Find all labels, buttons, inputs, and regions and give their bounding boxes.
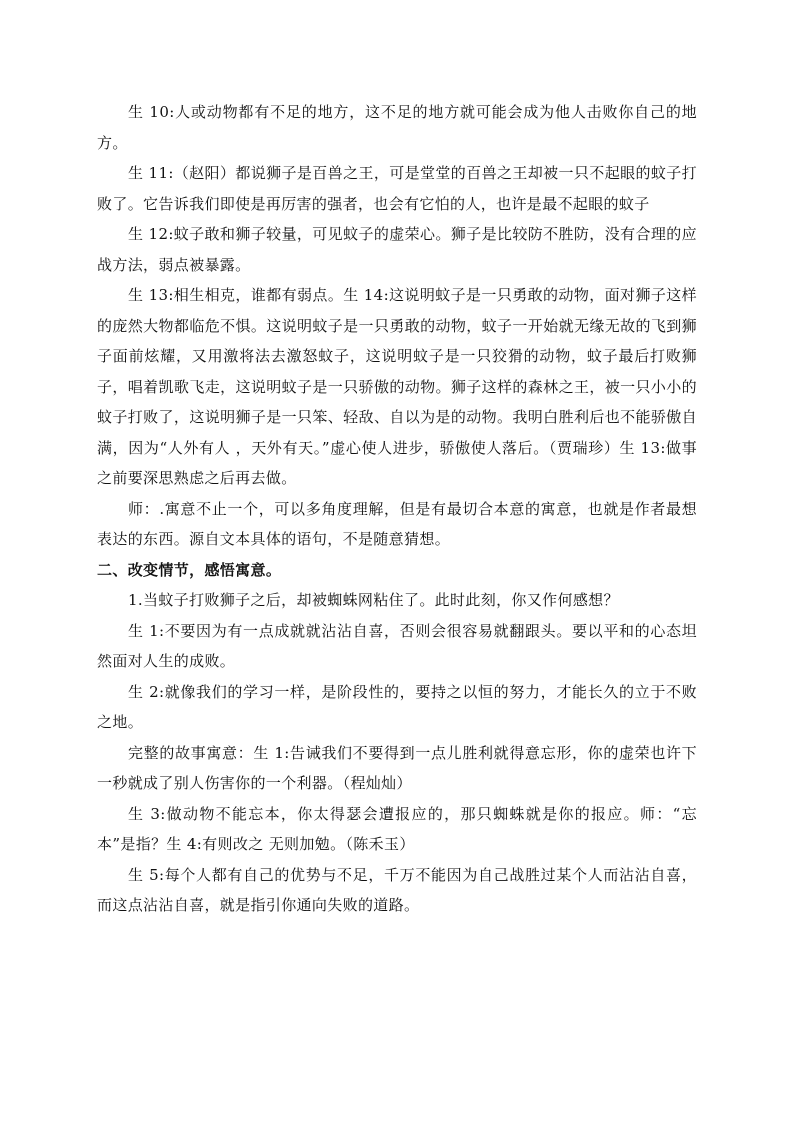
- paragraph-student-11: 生 11:（赵阳）都说狮子是百兽之王，可是堂堂的百兽之王却被一只不起眼的蚊子打败了。它告诉我们即使是再厉害的强者，也会有它怕的人，也许是最不起眼的蚊子: [97, 164, 697, 213]
- paragraph-question: 1.当蚊子打败狮子之后，却被蜘蛛网粘住了。此时此刻，你又作何感想？: [128, 591, 619, 609]
- paragraph-student-2: 生 2:就像我们的学习一样，是阶段性的，要持之以恒的努力，才能长久的立于不败之地。: [97, 682, 697, 731]
- paragraph-student-3-4: 生 3:做动物不能忘本，你太得瑟会遭报应的，那只蜘蛛就是你的报应。师：“忘本”是指？生 4:有则改之 无则加勉。（陈禾玉）: [97, 804, 697, 853]
- paragraph-student-12: 生 12:蚊子敢和狮子较量，可见蚊子的虚荣心。狮子是比较防不胜防，没有合理的应战方法，弱点被暴露。: [97, 225, 697, 274]
- paragraph-teacher-comment: 师：.寓意不止一个，可以多角度理解，但是有最切合本意的寓意，也就是作者最想表达的东西。源自文本具体的语句，不是随意猜想。: [97, 499, 697, 548]
- paragraph-full-moral: 完整的故事寓意：生 1:告诫我们不要得到一点儿胜利就得意忘形，你的虚荣也许下一秒就成了别人伤害你的一个利器。（程灿灿）: [97, 743, 697, 792]
- paragraph-student-5: 生 5:每个人都有自己的优势与不足，千万不能因为自己战胜过某个人而沾沾自喜，而这点沾沾自喜，就是指引你通向失败的道路。: [97, 865, 697, 914]
- paragraph-student-13-14: 生 13:相生相克，谁都有弱点。生 14:这说明蚊子是一只勇敢的动物，面对狮子这样的庞然大物都临危不惧。这说明蚊子是一只勇敢的动物，蚊子一开始就无缘无故的飞到狮子面前炫耀，又用激将法去激怒蚊子，这说明蚊子是一只狡猾的动物，蚊子最后打败狮子，唱着凯歌飞走，这说明蚊子是一只骄傲的动物。狮子这样的森林之王，被一只小小的蚊子打败了，这说明狮子是一只笨、轻敌、自以为是的动物。我明白胜利后也不能骄傲自满，因为“人外有人 ，天外有天。”虚心使人进步，骄傲使人落后。（贾瑞珍）生 13:做事之前要深思熟虑之后再去做。: [97, 286, 697, 487]
- document-body: [97, 97, 697, 921]
- paragraph-student-1: 生 1:不要因为有一点成就就沾沾自喜，否则会很容易就翻跟头。要以平和的心态坦然面对人生的成败。: [97, 621, 697, 670]
- section-heading: 二、改变情节，感悟寓意。: [97, 560, 282, 579]
- paragraph-student-10: 生 10:人或动物都有不足的地方，这不足的地方就可能会成为他人击败你自己的地方。: [97, 103, 697, 152]
